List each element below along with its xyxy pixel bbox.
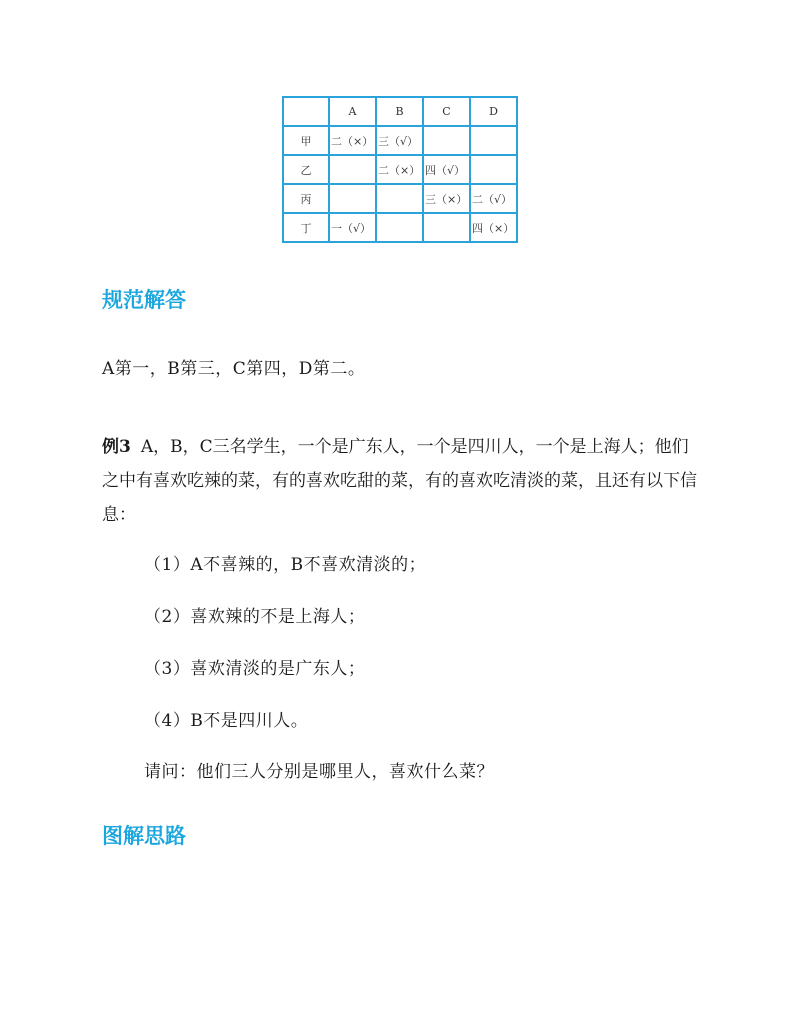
answer-text: A第一，B第三，C第四，D第二。 xyxy=(102,359,366,379)
question-text: 请问：他们三人分别是哪里人，喜欢什么菜？ xyxy=(144,762,494,782)
section-heading: 规范解答 xyxy=(102,288,186,312)
logic-grid-table xyxy=(282,96,518,243)
list-item: （1）A不喜辣的，B不喜欢清淡的； xyxy=(144,555,427,575)
table-cell xyxy=(423,213,470,242)
section-heading: 图解思路 xyxy=(102,824,186,848)
list-item: （2）喜欢辣的不是上海人； xyxy=(144,607,366,627)
row-label: 甲 xyxy=(283,126,329,155)
table-cell xyxy=(329,184,376,213)
example-intro: A，B，C三名学生，一个是广东人，一个是四川人，一个是上海人；他们之中有喜欢吃辣的菜，有的喜欢吃甜的菜，有的喜欢吃清淡的菜，且还有以下信息： xyxy=(102,437,697,525)
row-label: 丁 xyxy=(283,213,329,242)
table-cell: 三（√） xyxy=(376,126,423,155)
table-cell xyxy=(329,155,376,184)
table-cell: 二（√） xyxy=(470,184,517,213)
example-label: 例3 xyxy=(102,437,131,457)
table-header-cell: A xyxy=(329,97,376,126)
example-paragraph xyxy=(102,430,702,532)
table-cell: 四（√） xyxy=(423,155,470,184)
table-header-cell: D xyxy=(470,97,517,126)
table-cell xyxy=(423,126,470,155)
table-row xyxy=(283,126,517,155)
list-item: （3）喜欢清淡的是广东人； xyxy=(144,659,366,679)
table-cell: 三（×） xyxy=(423,184,470,213)
table-cell: 一（√） xyxy=(329,213,376,242)
table-cell: 二（×） xyxy=(329,126,376,155)
table-cell: 二（×） xyxy=(376,155,423,184)
table-cell: 四（×） xyxy=(470,213,517,242)
table-cell xyxy=(470,126,517,155)
table-cell xyxy=(376,213,423,242)
table-row xyxy=(283,155,517,184)
table-header-cell: C xyxy=(423,97,470,126)
table-cell xyxy=(376,184,423,213)
table-header-cell: B xyxy=(376,97,423,126)
table-row xyxy=(283,184,517,213)
table-cell xyxy=(283,97,329,126)
row-label: 乙 xyxy=(283,155,329,184)
list-item: （4）B不是四川人。 xyxy=(144,711,309,731)
table-row xyxy=(283,213,517,242)
table-header-row xyxy=(283,97,517,126)
table-cell xyxy=(470,155,517,184)
row-label: 丙 xyxy=(283,184,329,213)
